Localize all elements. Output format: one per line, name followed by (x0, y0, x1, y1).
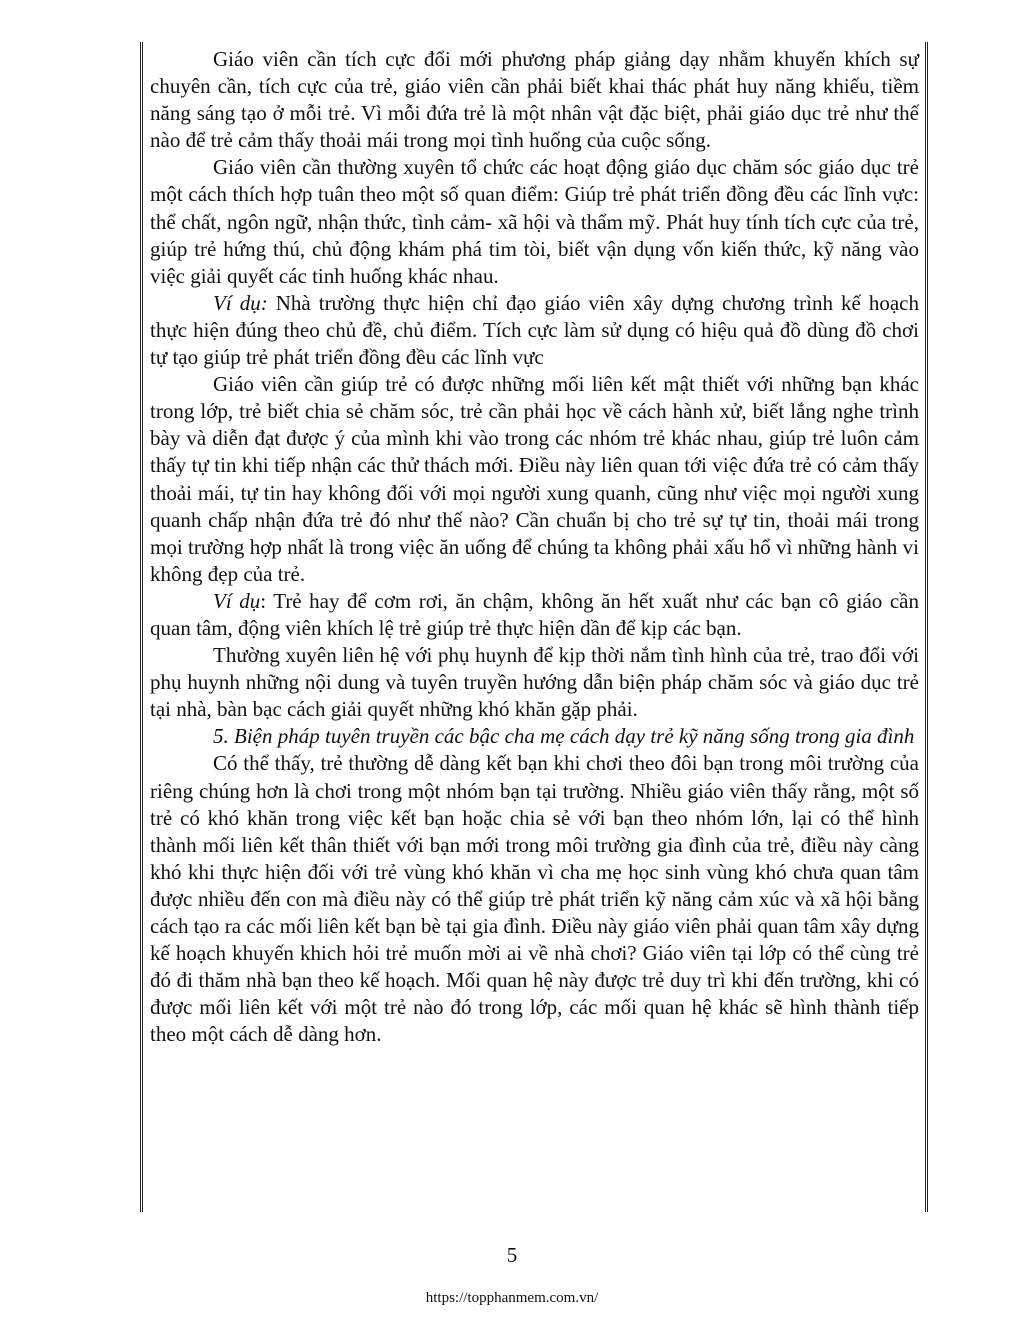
example-label: Ví dụ (213, 588, 261, 613)
paragraph-4-text: Giáo viên cần giúp trẻ có được những mối liên kết mật thiết với những bạn khác trong lớp, trẻ biết chia sẻ chăm sóc, trẻ cần phải học về cách hành xử, biết lắng nghe trình bày và diễn đạt được ý của mình khi vào trong các nhóm trẻ khác nhau, giúp trẻ luôn cảm thấy tự tin khi tiếp nhận các thử thách mới. Điều này liên quan tới việc đứa trẻ có cảm thấy thoải mái, tự tin hay không đối với mọi người xung quanh, cũng như việc mọi người xung quanh chấp nhận đứa trẻ đó như thế nào? Cần chuẩn bị cho trẻ sự tự tin, thoải mái trong mọi trường hợp nhất là trong việc ăn uống để chúng ta không phải xấu hổ vì những hành vi không đẹp của trẻ. (150, 372, 919, 586)
paragraph-example-2-text: : Trẻ hay để cơm rơi, ăn chậm, không ăn hết xuất như các bạn cô giáo cần quan tâm, động viên khích lệ trẻ giúp trẻ thực hiện dần để kịp các bạn. (150, 588, 919, 640)
example-label: Ví dụ: (213, 290, 268, 315)
paragraph-4 (150, 371, 919, 588)
paragraph-6-text: Thường xuyên liên hệ với phụ huynh để kịp thời nắm tình hình của trẻ, trao đổi với phụ huynh những nội dung và tuyên truyền hướng dẫn biện pháp chăm sóc và giáo dục trẻ tại nhà, bàn bạc cách giải quyết những khó khăn gặp phải. (150, 643, 919, 722)
section-heading: 5. Biện pháp tuyên truyền các bậc cha mẹ cách dạy trẻ kỹ năng sống trong gia đình (213, 724, 915, 749)
paragraph-1 (150, 46, 919, 154)
paragraph-6 (150, 642, 919, 723)
paragraph-example-2 (150, 588, 919, 642)
footer-url[interactable]: https://topphanmem.com.vn/ (425, 1290, 599, 1306)
document-body (150, 46, 919, 1048)
paragraph-1-text: Giáo viên cần tích cực đổi mới phương pháp giảng dạy nhằm khuyến khích sự chuyên cần, tích cực của trẻ, giáo viên cần phải biết khai thác phát huy năng khiếu, tiềm năng sáng tạo ở mỗi trẻ. Vì mỗi đứa trẻ là một nhân vật đặc biệt, phải giáo dục trẻ như thế nào để trẻ cảm thấy thoải mái trong mọi tình huống của cuộc sống. (150, 47, 919, 153)
paragraph-2 (150, 154, 919, 289)
paragraph-final: Có thể thấy, trẻ thường dễ dàng kết bạn khi chơi theo đôi bạn trong môi trường của riêng chúng hơn là chơi trong một nhóm bạn tại trường. Nhiều giáo viên thấy rằng, một số trẻ có khó khăn trong việc kết bạn hoặc chia sẻ với bạn theo nhóm lớn, lại có thể hình thành mối liên kết thân thiết với bạn mới trong môi trường gia đình của trẻ, điều này càng khó khi thực hiện đối với trẻ vùng khó khăn vì cha mẹ học sinh vùng khó chưa quan tâm được nhiều đến con mà điều này có thể giúp trẻ phát triển kỹ năng cảm xúc và xã hội bằng cách tạo ra các mối liên kết bạn bè tại gia đình. Điều này giáo viên phải quan tâm xây dựng kế hoạch khuyến khich hỏi trẻ muốn mời ai về nhà chơi? Giáo viên tại lớp có thể cùng trẻ đó đi thăm nhà bạn theo kế hoạch. Mối quan hệ này được trẻ duy trì khi đến trường, khi có được mối liên kết với một trẻ nào đó trong lớp, các mối quan hệ khác sẽ hình thành tiếp theo một cách dễ dàng hơn. (150, 751, 919, 1047)
paragraph-example-1-text: Nhà trường thực hiện chỉ đạo giáo viên xây dựng chương trình kế hoạch thực hiện đúng theo chủ đề, chủ điểm. Tích cực làm sử dụng có hiệu quả đồ dùng đồ chơi tự tạo giúp trẻ phát triển đồng đều các lĩnh vực (150, 290, 919, 370)
page-number: 5 (506, 1243, 518, 1267)
paragraph-example-1 (150, 290, 919, 371)
paragraph-2-text: Giáo viên cần thường xuyên tổ chức các hoạt động giáo dục chăm sóc giáo dục trẻ một cách thích hợp tuân theo một số quan điểm: Giúp trẻ phát triển đồng đều các lĩnh vực: thể chất, ngôn ngữ, nhận thức, tình cảm- xã hội và thẩm mỹ. Phát huy tính tích cực của trẻ, giúp trẻ hứng thú, chủ động khám phá tim tòi, biết vận dụng vốn kiến thức, kỹ năng vào việc giải quyết các tinh huống khác nhau. (150, 155, 919, 288)
